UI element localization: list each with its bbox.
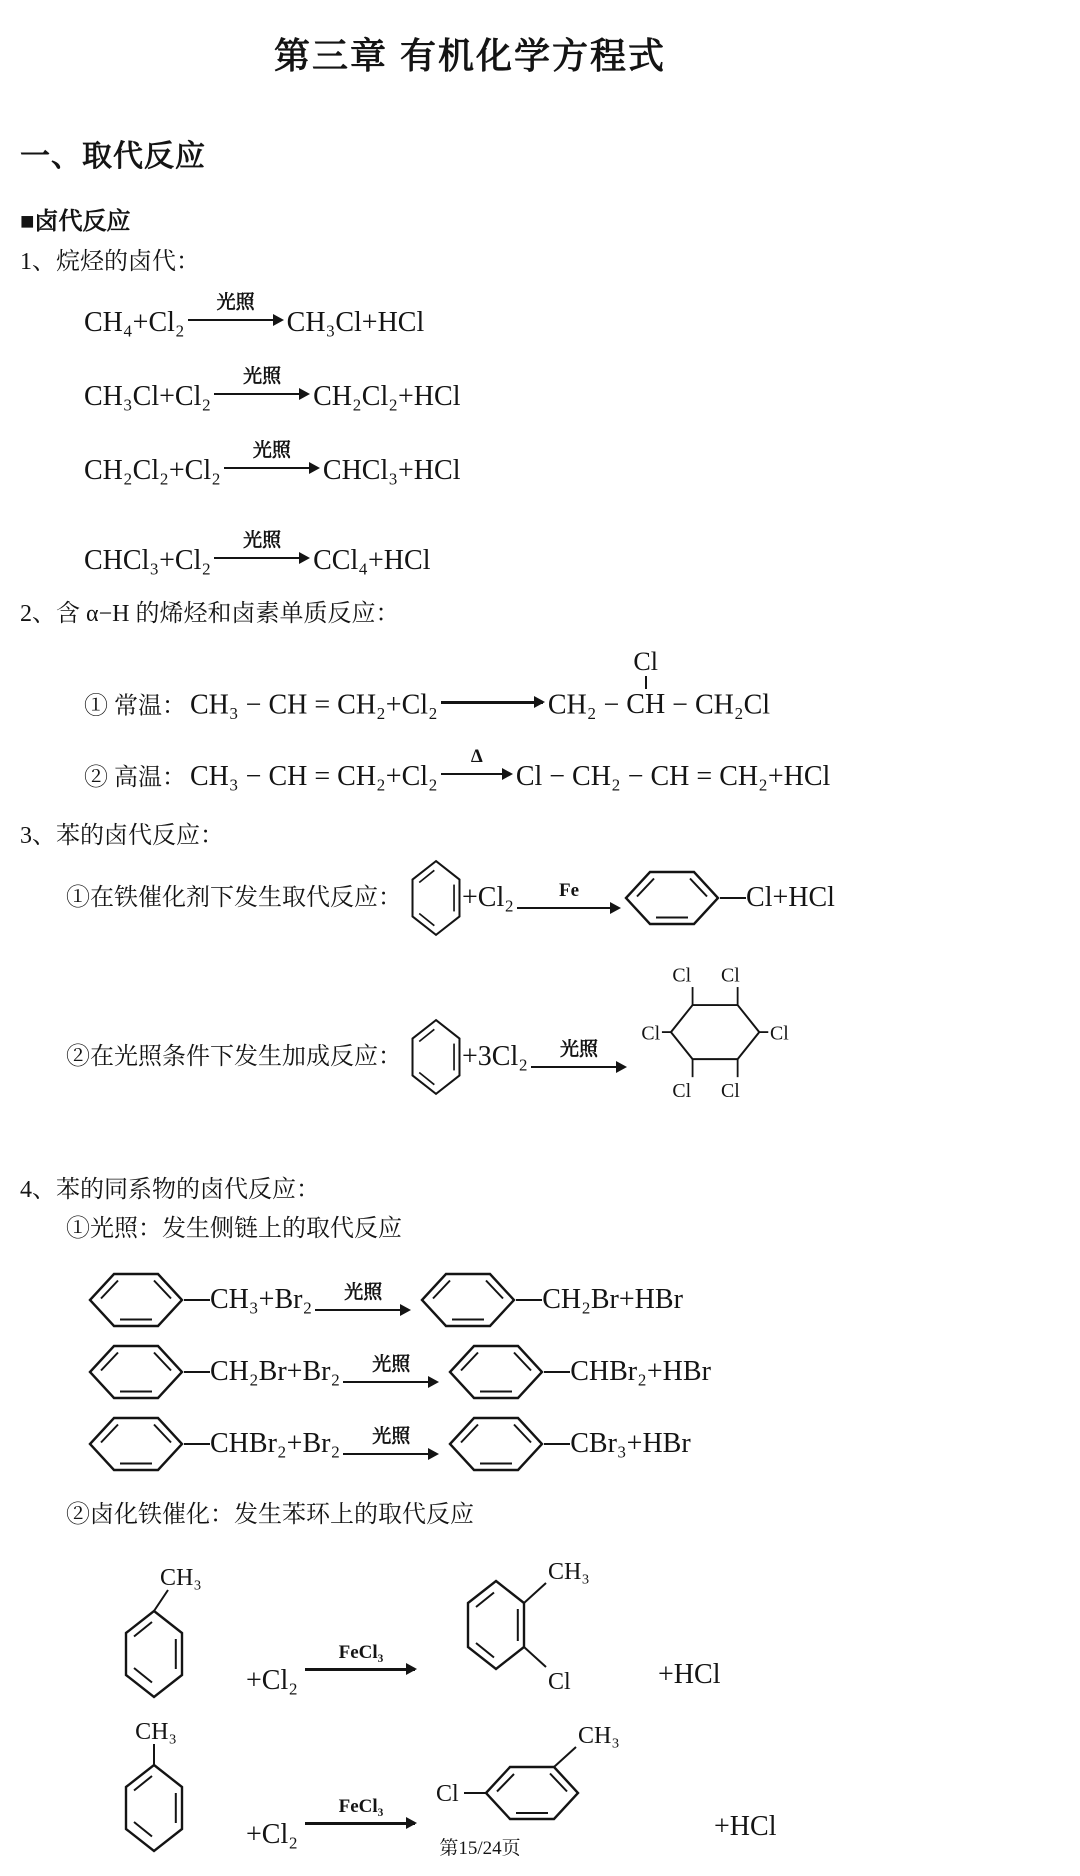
condition-label: 光照 — [344, 1282, 383, 1304]
bond-line — [184, 1299, 210, 1301]
reaction-arrow — [517, 880, 621, 916]
condition-label: 光照 — [243, 529, 282, 551]
condition-label: Fe — [558, 880, 580, 902]
equation-rhs: CH₃Cl+HCl — [286, 307, 425, 339]
product: Cl+HCl — [746, 882, 835, 914]
equation-rhs: CHBr₂+HBr — [570, 1356, 711, 1388]
chloro-label: Cl — [548, 1669, 571, 1696]
equation-rhs: Cl − CH₂ − CH = CH₂+HCl — [515, 760, 831, 792]
carbon-group: CH — [626, 689, 666, 721]
item2-label: 2、含 α−H 的烯烃和卤素单质反应： — [20, 600, 400, 627]
equation-alkene-rt — [84, 648, 920, 724]
arrow-icon — [531, 1061, 627, 1075]
condition-label: 光照 — [252, 440, 291, 462]
page-number: 第15/24页 — [439, 1838, 521, 1859]
equation-rhs: CBr₃+HBr — [570, 1428, 691, 1460]
arrow-icon — [517, 902, 621, 916]
equation-benzene-addition — [66, 960, 920, 1154]
reagent: +Cl₂ — [246, 1665, 299, 1697]
bond-line — [645, 676, 647, 689]
equation-lhs: CH₃ − CH = CH₂+Cl₂ — [190, 689, 438, 721]
substituent-label: Cl — [672, 1080, 692, 1103]
reaction-arrow — [343, 1354, 439, 1390]
equation-lhs: CH₃+Br₂ — [210, 1284, 313, 1316]
substituent-label: Cl — [672, 964, 692, 987]
product-part: CH₂ − — [547, 689, 627, 721]
benzene-ring-structure — [88, 1341, 184, 1403]
condition-label: 光照 — [243, 366, 282, 388]
benzene-ring-structure — [448, 1341, 544, 1403]
reaction-arrow — [188, 292, 284, 328]
equation-ch2cl2 — [84, 440, 920, 492]
methyl-label: CH₃ — [160, 1565, 202, 1592]
equation-alkene-ht — [84, 746, 920, 796]
arrow-icon — [343, 1448, 439, 1462]
arrow-icon — [441, 696, 545, 710]
reaction-arrow — [343, 1426, 439, 1462]
reaction-arrow — [441, 746, 513, 782]
reaction-arrow — [305, 1642, 417, 1678]
equation-lhs: CH₂Br+Br₂ — [210, 1356, 341, 1388]
reaction-arrow — [315, 1282, 411, 1318]
equation-rhs: CCl₄+HCl — [313, 544, 431, 576]
section-heading: 一、取代反应 — [20, 140, 206, 173]
bond-line — [516, 1299, 542, 1301]
equation-ch3cl — [84, 366, 920, 418]
equation-prefix: ① 常温： — [84, 693, 186, 720]
methyl-label: CH₃ — [578, 1725, 620, 1750]
equation-prefix: ② 高温： — [84, 764, 186, 791]
condition-label: Δ — [470, 745, 483, 767]
condition-label: 光照 — [372, 1426, 411, 1448]
product-part: − CH₂Cl — [665, 689, 771, 721]
equation-label: ②在光照条件下发生加成反应： — [66, 1044, 402, 1071]
arrow-icon — [305, 1663, 417, 1677]
benzene-ring-structure — [410, 1017, 462, 1097]
reagent: +Cl₂ — [462, 882, 515, 914]
equation-toluene-ortho — [116, 1553, 920, 1703]
condition-label: 光照 — [216, 292, 255, 314]
reaction-arrow — [214, 530, 310, 566]
item4-sub1: ①光照：发生侧链上的取代反应 — [66, 1215, 402, 1242]
substituent-label: Cl — [770, 1022, 789, 1045]
benzene-ring-structure — [88, 1269, 184, 1331]
methyl-label: CH₃ — [548, 1559, 590, 1586]
equation-sidechain-3 — [88, 1413, 920, 1475]
equation-rhs: CHCl₃+HCl — [322, 454, 461, 486]
condition-label: FeCl₃ — [338, 1641, 384, 1663]
reagent: +3Cl₂ — [462, 1041, 529, 1073]
bond-line — [544, 1443, 570, 1445]
benzene-ring-structure — [420, 1269, 516, 1331]
chlorine-substituent-stack — [626, 648, 665, 721]
subsection-heading: ■卤代反应 — [20, 208, 131, 235]
chloro-label: Cl — [436, 1781, 459, 1808]
reaction-arrow — [214, 366, 310, 402]
toluene-structure — [116, 1563, 236, 1703]
hexachlorocyclohexane-structure — [640, 960, 792, 1106]
item1-label: 1、烷烃的卤代： — [20, 249, 200, 275]
arrow-icon — [305, 1817, 417, 1831]
item4-sub2: ②卤化铁催化：发生苯环上的取代反应 — [66, 1502, 474, 1529]
byproduct: +HCl — [714, 1811, 777, 1843]
benzene-ring-structure — [624, 867, 720, 929]
equation-chcl3 — [84, 530, 920, 582]
arrow-icon — [214, 552, 310, 566]
substituent-label: Cl — [641, 1022, 661, 1045]
chlorotoluene-structure — [434, 1725, 654, 1847]
byproduct: +HCl — [658, 1659, 721, 1691]
equation-lhs: CH₃Cl+Cl₂ — [84, 381, 212, 413]
equation-lhs: CHCl₃+Cl₂ — [84, 544, 212, 576]
equation-lhs: CH₄+Cl₂ — [84, 307, 185, 339]
arrow-icon — [343, 1376, 439, 1390]
equation-benzene-fe — [66, 858, 920, 938]
page-title: 第三章 有机化学方程式 — [273, 35, 666, 76]
substituent-label: Cl — [721, 964, 740, 987]
equation-rhs: CH₂Cl₂+HCl — [313, 381, 461, 413]
reaction-arrow — [305, 1796, 417, 1832]
methyl-label: CH₃ — [135, 1719, 177, 1746]
condition-label: 光照 — [560, 1039, 599, 1061]
equation-lhs: CH₂Cl₂+Cl₂ — [84, 454, 221, 486]
equation-label: ①在铁催化剂下发生取代反应： — [66, 885, 402, 912]
substituent-label: Cl — [721, 1080, 740, 1103]
bond-line — [720, 897, 746, 899]
condition-label: FeCl₃ — [338, 1795, 384, 1817]
condition-label: 光照 — [372, 1354, 411, 1376]
arrow-icon — [315, 1304, 411, 1318]
arrow-icon — [224, 462, 320, 476]
equation-ch4 — [84, 292, 920, 344]
substituent-label: Cl — [633, 647, 658, 677]
bond-line — [184, 1443, 210, 1445]
benzene-ring-structure — [448, 1413, 544, 1475]
reaction-arrow — [441, 696, 545, 710]
bond-line — [544, 1371, 570, 1373]
equation-rhs: CH₂Br+HBr — [542, 1284, 683, 1316]
equation-sidechain-2 — [88, 1341, 920, 1403]
reaction-arrow — [531, 1039, 627, 1075]
benzene-ring-structure — [88, 1413, 184, 1475]
reagent: +Cl₂ — [246, 1819, 299, 1851]
arrow-icon — [441, 768, 513, 782]
arrow-icon — [214, 388, 310, 402]
equation-lhs: CHBr₂+Br₂ — [210, 1428, 341, 1460]
equation-sidechain-1 — [88, 1269, 920, 1331]
arrow-icon — [188, 314, 284, 328]
item3-label: 3、苯的卤代反应： — [20, 822, 224, 849]
item4-label: 4、苯的同系物的卤代反应： — [20, 1177, 320, 1204]
chlorotoluene-structure — [434, 1553, 624, 1703]
bond-line — [184, 1371, 210, 1373]
reaction-arrow — [224, 440, 320, 476]
benzene-ring-structure — [410, 858, 462, 938]
equation-lhs: CH₃ − CH = CH₂+Cl₂ — [190, 760, 438, 792]
